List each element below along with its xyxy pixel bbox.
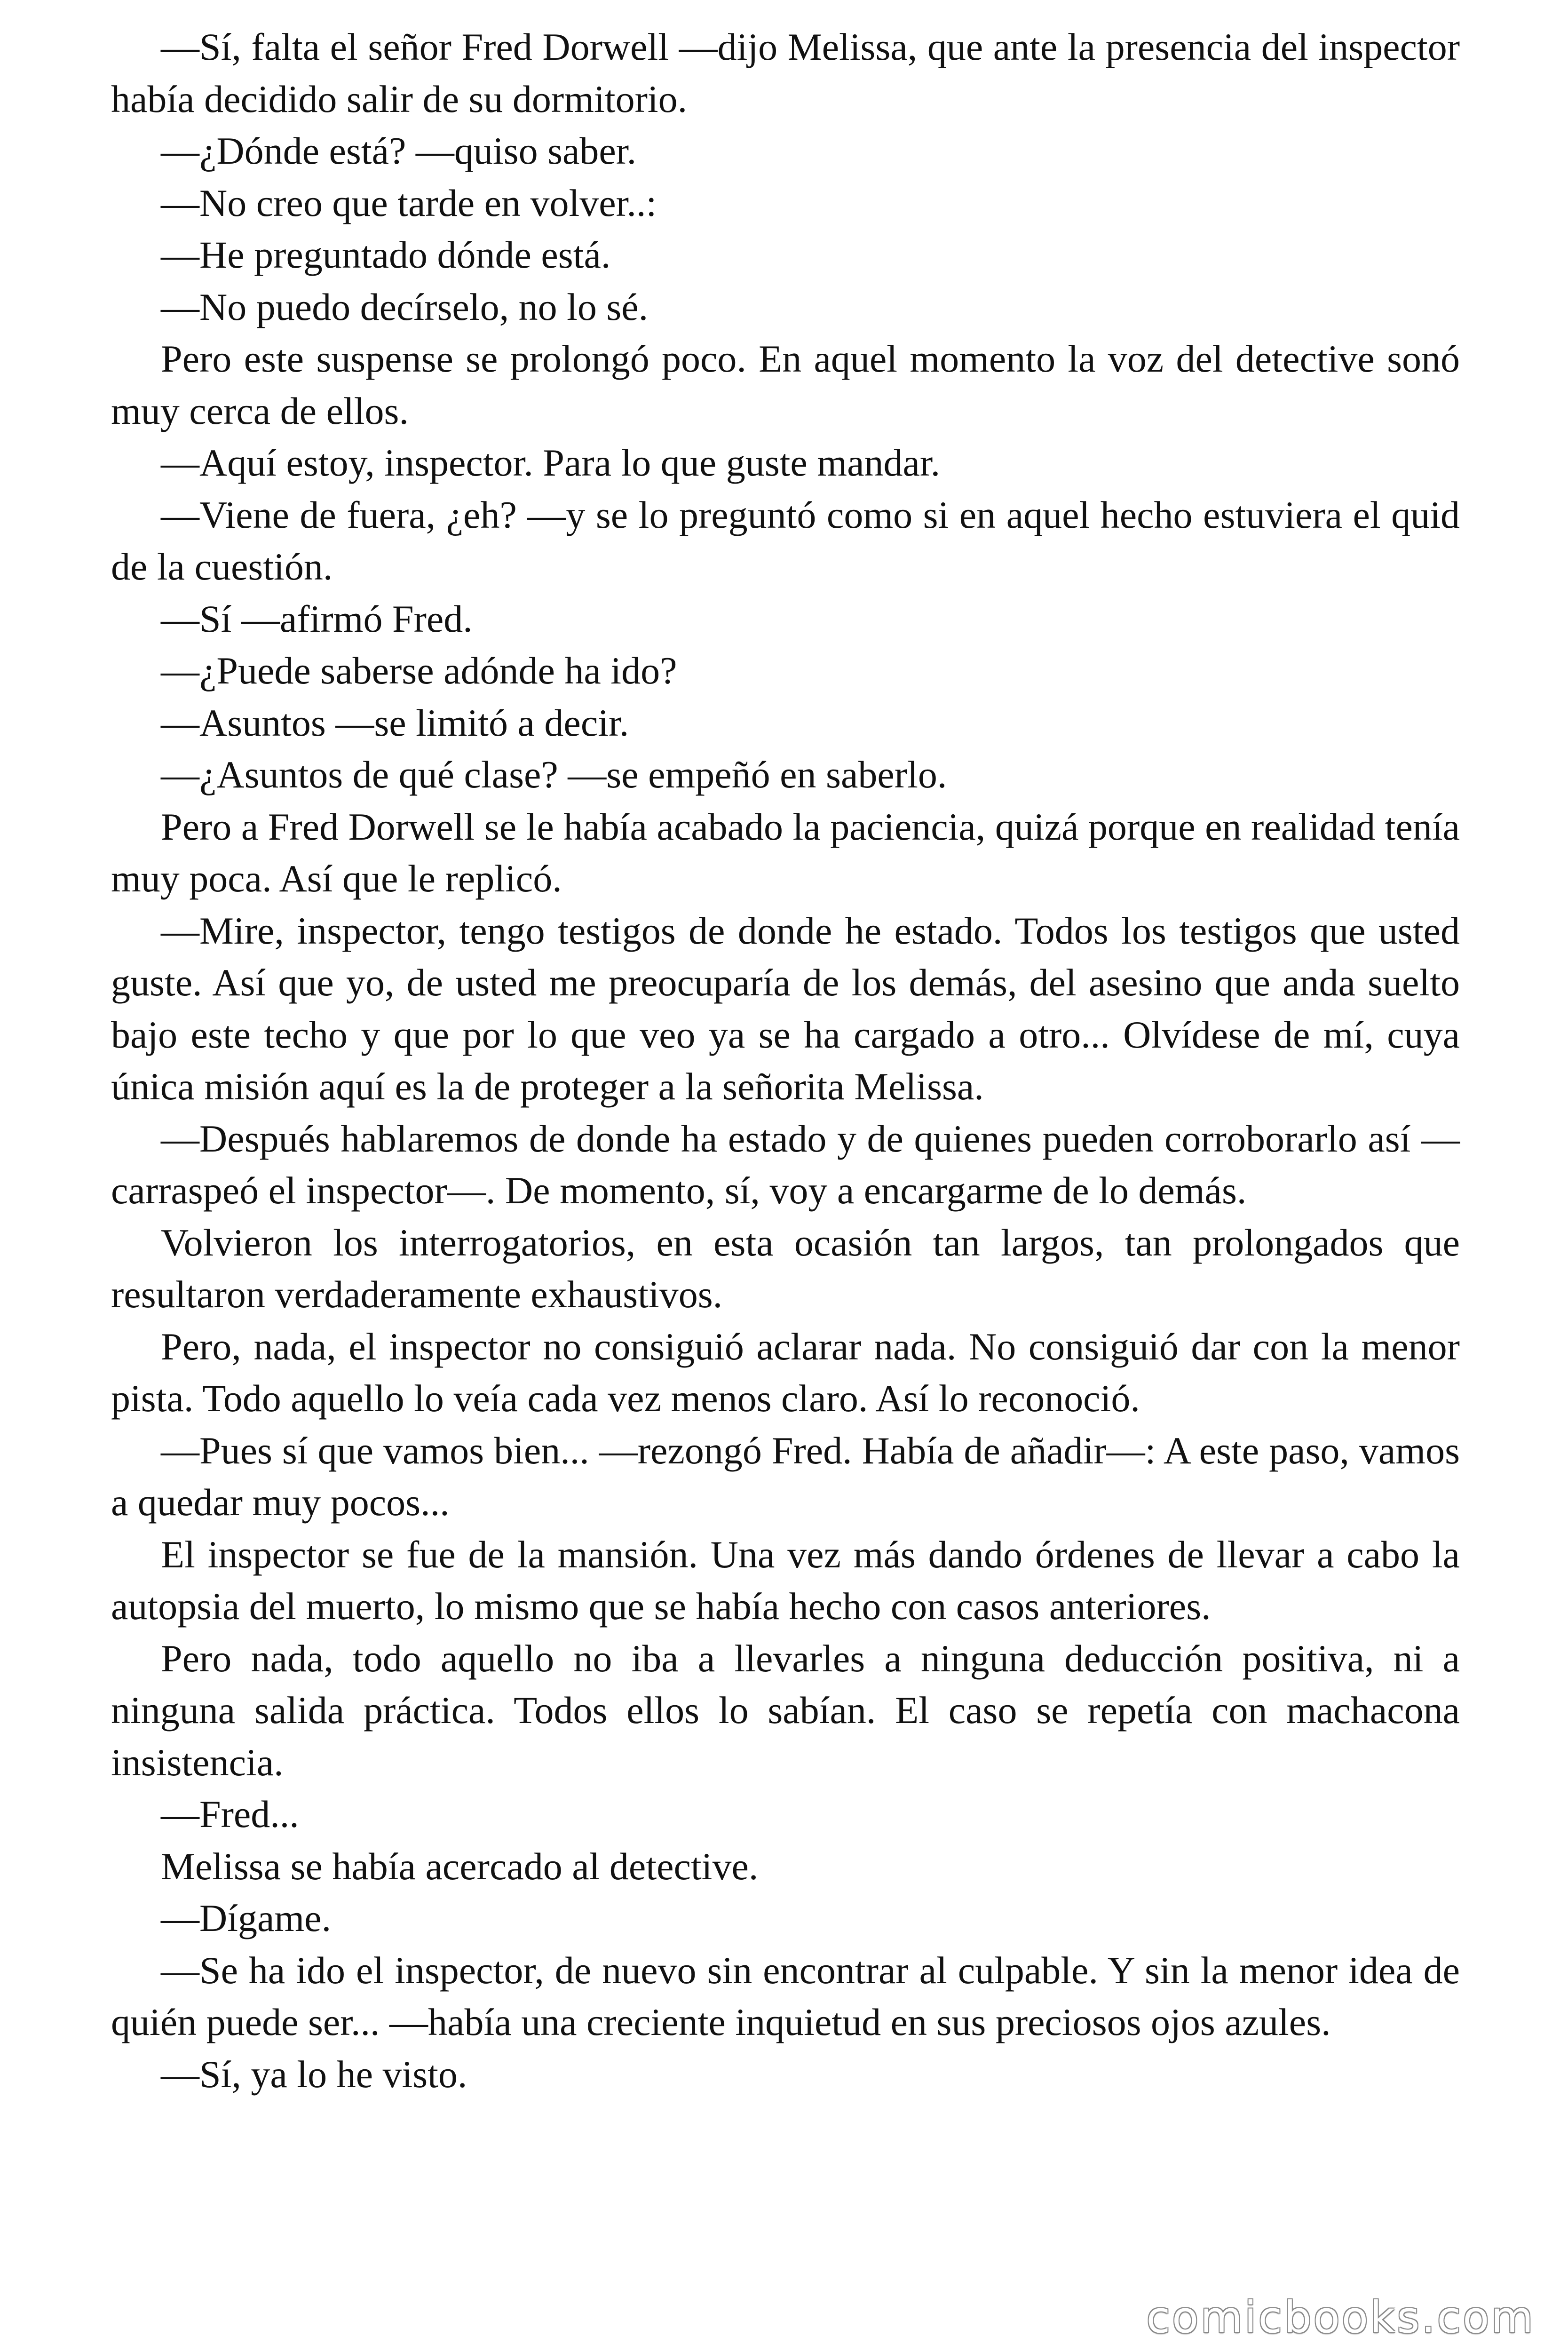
paragraph: —Dígame. [161,1897,332,1939]
paragraph: —Fred... [161,1793,299,1836]
paragraph: —Sí, ya lo he visto. [161,2052,467,2096]
paragraph: El inspector se fue de la mansión. Una vez más dando órdenes de llevar a cabo la autopsia del muerto, lo mismo que se había hecho con casos anteriores. [111,1533,1460,1628]
paragraph: —¿Puede saberse adónde ha ido? [161,649,677,692]
paragraph: —He preguntado dónde está. [161,233,611,276]
paragraph: Pero este suspense se prolongó poco. En aquel momento la voz del detective sonó muy cerca de ellos. [111,337,1460,432]
paragraph: —Sí, falta el señor Fred Dorwell —dijo Melissa, que ante la presencia del inspector había decidido salir de su dormitorio. [111,25,1460,120]
watermark: comicbooks.com [1146,2292,1535,2343]
paragraph: —Pues sí que vamos bien... —rezongó Fred. Había de añadir—: A este paso, vamos a quedar muy pocos... [111,1429,1460,1524]
paragraph: —¿Dónde está? —quiso saber. [161,129,637,172]
paragraph: —Asuntos —se limitó a decir. [161,701,629,744]
paragraph: Melissa se había acercado al detective. [161,1844,759,1888]
paragraph: Pero nada, todo aquello no iba a llevarles a ninguna deducción positiva, ni a ninguna salida práctica. Todos ellos lo sabían. El caso se repetía con machacona insistencia. [111,1637,1460,1784]
paragraph: —No creo que tarde en volver..: [161,181,657,224]
paragraph: —Se ha ido el inspector, de nuevo sin encontrar al culpable. Y sin la menor idea de quién puede ser... —había una creciente inquietud en sus preciosos ojos azules. [111,1948,1460,2043]
paragraph: —Viene de fuera, ¿eh? —y se lo preguntó como si en aquel hecho estuviera el quid de la cuestión. [111,493,1460,588]
paragraph: Pero a Fred Dorwell se le había acabado la paciencia, quizá porque en realidad tenía muy poca. Así que le replicó. [111,805,1460,900]
paragraph: —¿Asuntos de qué clase? —se empeñó en saberlo. [161,753,947,796]
paragraph: Pero, nada, el inspector no consiguió aclarar nada. No consiguió dar con la menor pista. Todo aquello lo veía cada vez menos claro. Así lo reconoció. [111,1325,1460,1420]
paragraph: —Aquí estoy, inspector. Para lo que guste mandar. [161,441,941,484]
paragraph: —Sí —afirmó Fred. [161,597,473,640]
book-page-text [111,21,1460,2100]
paragraph: —Mire, inspector, tengo testigos de donde he estado. Todos los testigos que usted guste. Así que yo, de usted me preocuparía de los demás, del asesino que anda suelto bajo este techo y que por lo que veo ya se ha cargado a otro... Olvídese de mí, cuya única misión aquí es la de proteger a la señorita Melissa. [111,909,1460,1108]
paragraph: —Después hablaremos de donde ha estado y de quienes pueden corroborarlo así —carraspeó el inspector—. De momento, sí, voy a encargarme de lo demás. [111,1117,1460,1212]
paragraph: Volvieron los interrogatorios, en esta ocasión tan largos, tan prolongados que resultaron verdaderamente exhaustivos. [111,1221,1460,1316]
paragraph: —No puedo decírselo, no lo sé. [161,285,649,328]
